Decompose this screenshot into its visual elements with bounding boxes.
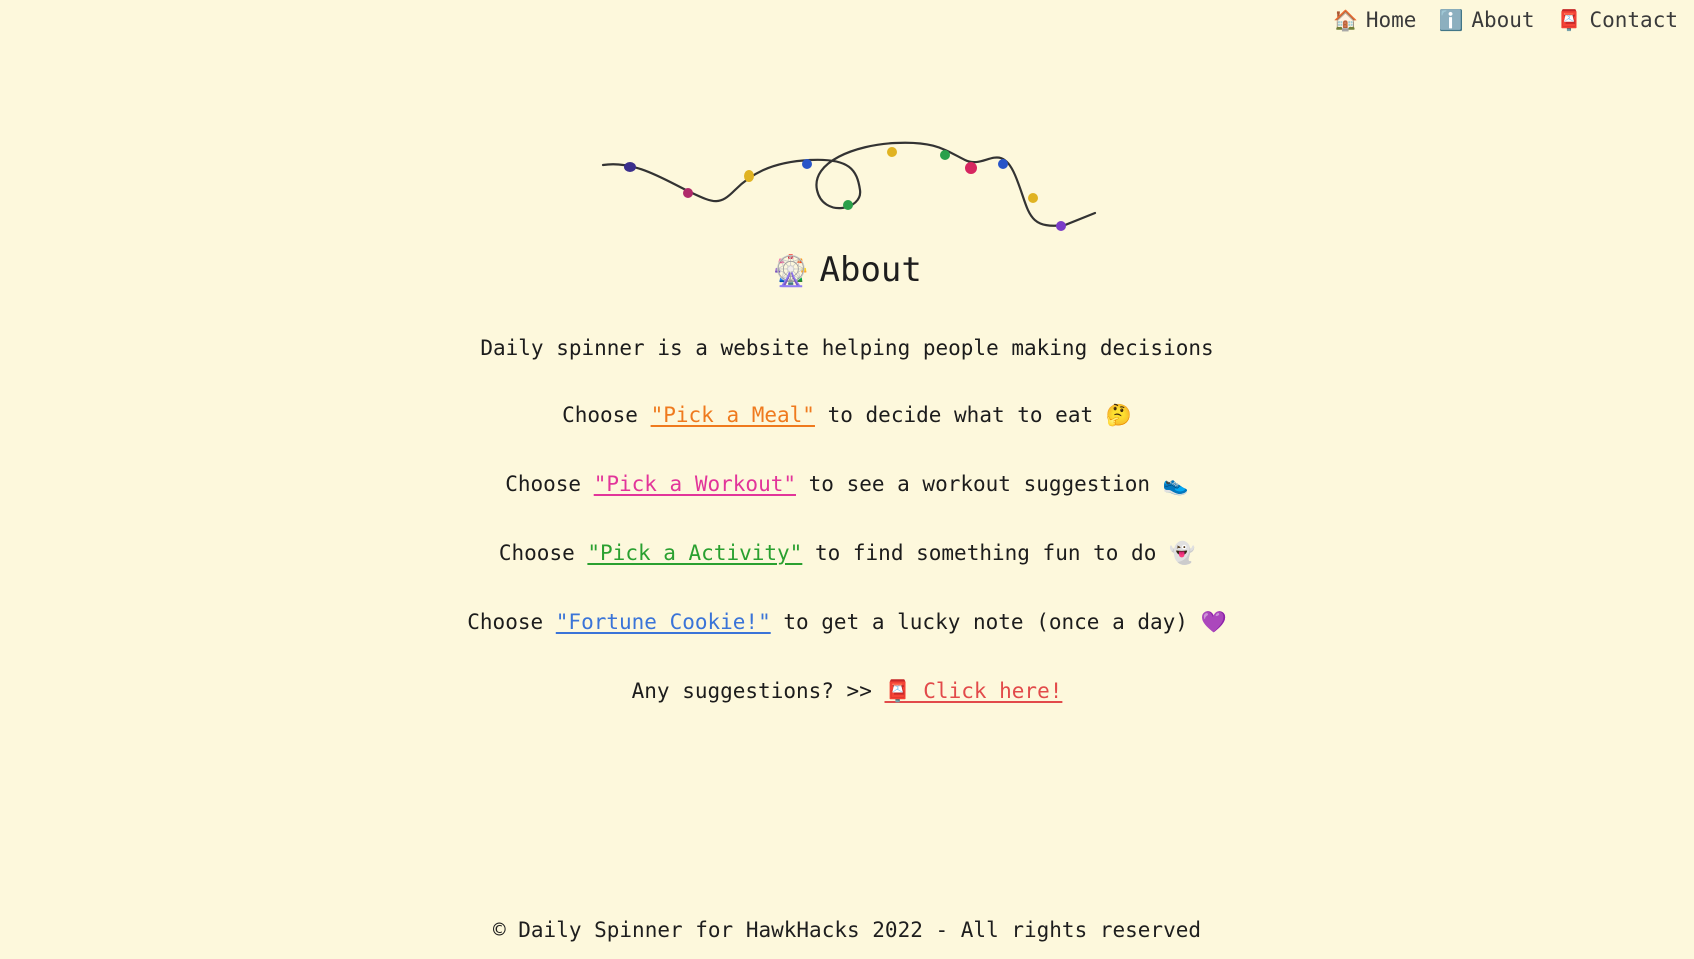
nav-home-label: Home [1365, 8, 1417, 32]
bulb-icon [940, 150, 950, 160]
house-icon: 🏠 [1332, 8, 1358, 32]
bulb-icon [624, 162, 636, 172]
footer-copyright: © Daily Spinner for HawkHacks 2022 - All rights reserved [492, 918, 1201, 942]
bulb-icon [744, 170, 754, 182]
meal-line-prefix: Choose [562, 403, 651, 427]
bulb-icon [887, 147, 897, 157]
nav-about-label: About [1471, 8, 1535, 32]
suggestion-prefix: Any suggestions? >> [631, 679, 885, 703]
suggestion-line [0, 679, 1694, 704]
postbox-icon: 📮 [1556, 8, 1582, 32]
top-nav [1333, 8, 1678, 32]
bulb-icon [683, 188, 693, 198]
page-title [0, 250, 1694, 290]
bulb-icon [802, 159, 812, 169]
workout-line [0, 472, 1694, 497]
bulb-icon [998, 159, 1008, 169]
activity-line [0, 541, 1694, 566]
activity-line-suffix: to find something fun to do 👻 [802, 541, 1196, 565]
page-title-text: About [819, 250, 922, 290]
activity-line-prefix: Choose [498, 541, 588, 565]
pick-a-activity-link[interactable]: "Pick a Activity" [587, 541, 803, 565]
meal-line [0, 403, 1694, 428]
pick-a-meal-link[interactable]: "Pick a Meal" [650, 403, 815, 427]
fortune-line-suffix: to get a lucky note (once a day) 💜 [770, 610, 1227, 634]
click-here-link[interactable]: 📮 Click here! [884, 679, 1063, 703]
nav-contact-label: Contact [1589, 8, 1678, 32]
string-lights-decoration [595, 130, 1105, 250]
info-icon: ℹ️ [1438, 8, 1464, 32]
bulb-icon [1056, 221, 1066, 231]
lights-wire [603, 143, 1095, 226]
bulb-icon [1028, 193, 1038, 203]
nav-contact-link[interactable] [1557, 8, 1678, 32]
workout-line-prefix: Choose [505, 472, 594, 496]
bulb-icon [843, 200, 853, 210]
nav-home-link[interactable] [1333, 8, 1416, 32]
fortune-line-prefix: Choose [467, 610, 556, 634]
nav-about-link[interactable] [1438, 8, 1534, 32]
pick-a-workout-link[interactable]: "Pick a Workout" [593, 472, 796, 496]
meal-line-suffix: to decide what to eat 🤔 [814, 403, 1132, 427]
workout-line-suffix: to see a workout suggestion 👟 [796, 472, 1189, 496]
intro-text: Daily spinner is a website helping people making decisions [480, 336, 1214, 360]
ferris-wheel-icon: 🎡 [772, 254, 810, 289]
bulb-icon [965, 162, 977, 174]
fortune-cookie-link[interactable]: "Fortune Cookie!" [555, 610, 771, 634]
fortune-line [0, 610, 1694, 635]
